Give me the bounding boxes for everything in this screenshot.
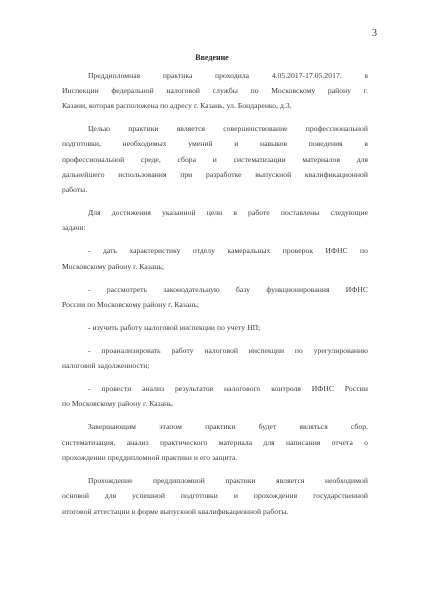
text-line: прохождении преддипломной практики и его защита. (62, 453, 238, 462)
text-line: Завершающим этапом практики будет являться сбор, (88, 422, 368, 431)
text-line: - дать характеристику отделу камеральных проверок ИФНС по (88, 246, 368, 255)
text-line: Для достижения указанной цели в работе поставлены следующие (88, 208, 368, 217)
text-line: - проанализировать работу налоговой инспекции по урегулированию (88, 346, 368, 355)
text-line: итоговой аттестации в форме выпускной квалификационной работы. (62, 507, 289, 516)
text-line: Казани, которая расположена по адресу г. Казань, ул. Бондаренко, д.3. (62, 101, 292, 110)
text-line: - изучить работу налоговой инспекции по учету НП; (88, 323, 261, 332)
text-line: профессиональной среде, сбора и систематизации материалов для (62, 155, 368, 164)
text-line: Инспекции федеральной налоговой службы по Московскому району г. (62, 86, 368, 95)
page-number: 3 (372, 28, 377, 39)
text-line: работы. (62, 185, 88, 194)
text-line: - рассмотреть законодательную базу функционирования ИФНС (88, 285, 368, 294)
text-line: подготовки, необходимых умений и навыков поведения в (62, 139, 368, 148)
text-line: по Московскому району г. Казань. (62, 399, 174, 408)
text-line: налоговой задолженности; (62, 361, 150, 370)
text-line: задачи: (62, 223, 86, 232)
text-line: Прохождение преддипломной практики является необходимой (88, 476, 368, 485)
text-line: систематизация, анализ практического материала для написания отчета о (62, 438, 368, 447)
text-line: Целью практики является совершенствование профессиональной (88, 124, 368, 133)
document-title: Введение (195, 53, 229, 62)
text-line: России по Московскому району г. Казань; (62, 300, 200, 309)
text-line: Московскому району г. Казань; (62, 262, 165, 271)
text-line: Преддипломная практика проходила 4.05.2017-17.05.2017. в (88, 71, 368, 80)
text-line: - провести анализ результатов налогового контроля ИФНС России (88, 384, 368, 393)
text-line: дальнейшего использования при разработке выпускной квалификационной (62, 170, 368, 179)
text-line: основой для успешной подготовки и прохождения государственной (62, 491, 368, 500)
